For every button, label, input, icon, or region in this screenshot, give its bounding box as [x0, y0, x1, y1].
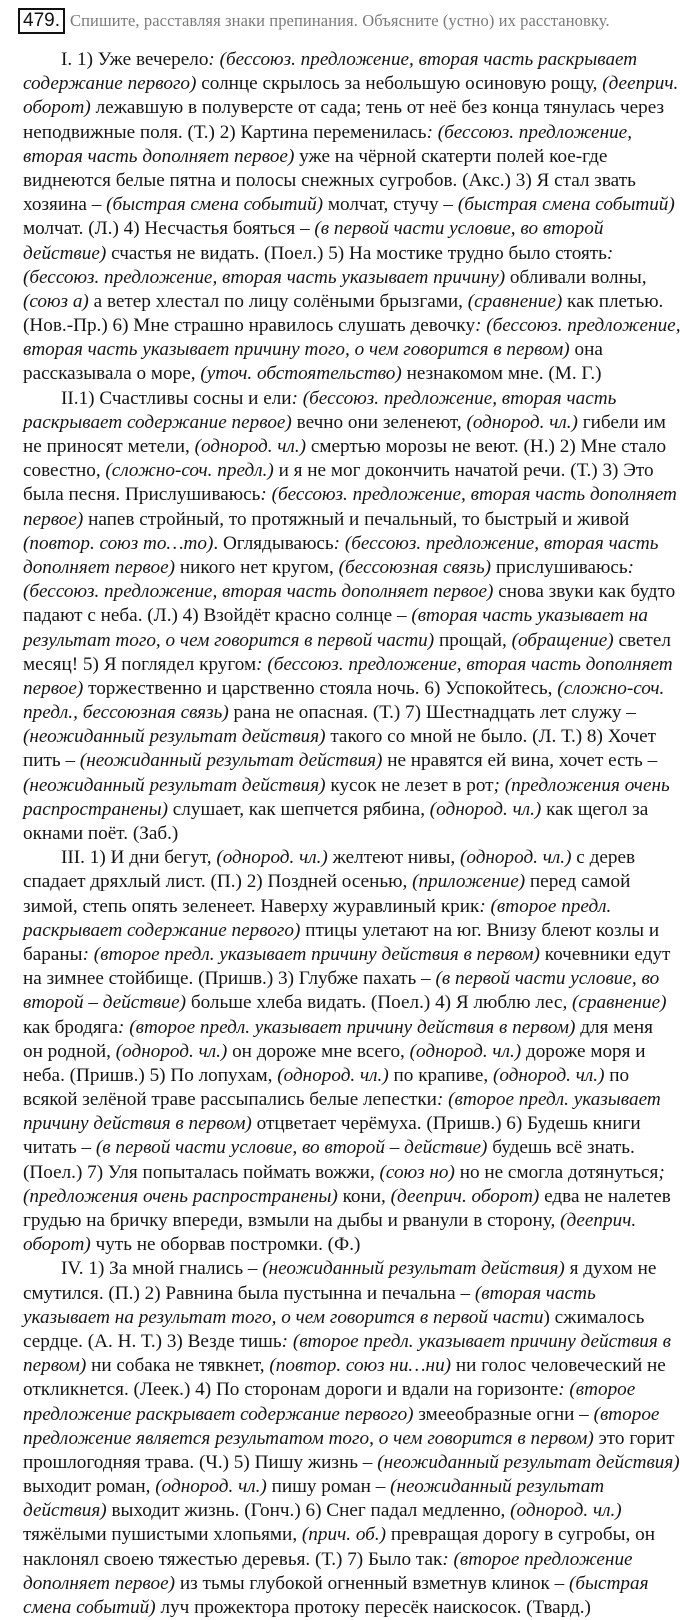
- text-line: [23, 580, 693, 604]
- sentence-text: рассказывала о море,: [23, 363, 201, 385]
- text-line: [23, 72, 693, 96]
- text-line: [23, 798, 693, 822]
- annotation-text: (быстрая: [569, 1572, 649, 1594]
- annotation-text: (в первой части условие, во второй: [314, 218, 604, 240]
- annotation-text: результат того, о чем говорится в первой части): [23, 629, 435, 651]
- sentence-text: это горит: [593, 1427, 675, 1449]
- annotation-text: ; (предложения очень: [493, 774, 670, 796]
- annotation-text: (однород. чл.): [466, 411, 578, 433]
- annotation-text: : (второе предл. указывает причину действия в первом): [118, 1016, 576, 1038]
- exercise-body: [23, 48, 693, 1620]
- text-line: [23, 943, 693, 967]
- annotation-text: действие): [23, 242, 107, 264]
- sentence-text: по: [604, 1064, 630, 1086]
- sentence-text: зимой, степь опять зеленеет. Наверху журавлиный крик: [23, 895, 480, 917]
- sentence-text: он дороже мне всего,: [227, 1040, 410, 1062]
- text-line: [23, 846, 693, 870]
- text-line: [23, 1257, 693, 1281]
- sentence-text: . Оглядываюсь: [213, 532, 334, 554]
- annotation-text: (однород. чл.): [409, 1040, 522, 1062]
- annotation-text: (неожиданный результат: [390, 1476, 605, 1498]
- text-line: [23, 242, 693, 266]
- text-line: [23, 1112, 693, 1136]
- text-line: [23, 895, 693, 919]
- sentence-text: уже на чёрной скатерти полей кое-где: [294, 145, 608, 167]
- sentence-text: солнце скрылось за небольшую осиновую рощу,: [196, 73, 603, 95]
- annotation-text: : (второе предл. указывает причину действия в первом): [82, 943, 540, 965]
- annotation-text: : (бессоюз. предложение, вторая часть: [291, 387, 617, 409]
- text-line: [23, 217, 693, 241]
- annotation-text: (однород. чл.): [459, 847, 572, 869]
- sentence-text: молчат. (Л.) 4) Несчастья бояться –: [23, 218, 315, 240]
- sentence-text: незнакомом мне. (М. Г.): [401, 363, 602, 385]
- sentence-text: бараны: [23, 943, 83, 965]
- sentence-text: прощай,: [434, 629, 512, 651]
- text-line: [23, 193, 693, 217]
- text-line: [23, 822, 693, 846]
- sentence-text: торжественно и царственно стояла ночь. 6) Успокойтесь,: [83, 677, 558, 699]
- text-line: [23, 508, 693, 532]
- sentence-text: обливали волны,: [505, 266, 647, 288]
- text-line: [23, 1475, 693, 1499]
- sentence-text: превращая дорогу в сугробы, он: [386, 1524, 655, 1546]
- annotation-text: (однород. чл.): [155, 1476, 267, 1498]
- text-line: [23, 1282, 693, 1306]
- exercise-header: [18, 9, 610, 33]
- sentence-text: никого нет кругом,: [175, 556, 339, 578]
- annotation-text: (повтор. союз то…то): [23, 532, 214, 554]
- sentence-text: не приносят метели,: [23, 436, 195, 457]
- annotation-text: первое): [23, 677, 84, 699]
- sentence-text: но не смогла дотянуться: [454, 1161, 659, 1183]
- sentence-text: не нравятся ей вина, хочет есть –: [382, 750, 658, 772]
- text-line: [23, 121, 693, 145]
- annotation-text: ;: [658, 1161, 665, 1183]
- annotation-text: (второе: [593, 1403, 660, 1425]
- sentence-text: как плетью.: [562, 290, 664, 312]
- annotation-text: (в первой части условие, во: [435, 968, 660, 990]
- sentence-text: кусок не лезет в рот: [325, 774, 494, 796]
- text-line: [23, 96, 693, 120]
- annotation-text: : (второе: [558, 1379, 636, 1401]
- sentence-text: вечно они зеленеют,: [291, 411, 467, 433]
- annotation-text: (однород. чл.): [194, 436, 307, 457]
- sentence-text: дороже моря и: [521, 1040, 646, 1062]
- text-line: [23, 749, 693, 773]
- sentence-text: рана не опасная. (Т.) 7) Шестнадцать лет служу –: [228, 702, 636, 724]
- annotation-text: смена событий): [23, 1597, 156, 1618]
- annotation-text: (однород. чл.): [216, 847, 328, 869]
- sentence-text: из тьмы глубокой огненный взметнув клинок –: [175, 1572, 570, 1594]
- text-line: [23, 145, 693, 169]
- sentence-text: сердце. (А. Н. Т.) 3) Везде тишь: [23, 1330, 282, 1352]
- text-line: [23, 48, 693, 72]
- annotation-text: (сложно-соч. предл.): [105, 460, 274, 482]
- annotation-text: (уточ. обстоятельство): [200, 363, 402, 385]
- annotation-text: второй – действие): [23, 992, 187, 1014]
- sentence-text: смертью морозы не веют. (Н.) 2) Мне стало: [306, 436, 667, 457]
- text-line: [23, 1064, 693, 1088]
- sentence-text: молчат, стучу –: [323, 194, 458, 216]
- sentence-text: гибели им: [577, 411, 666, 433]
- annotation-text: : (бессоюз. предложение,: [475, 315, 681, 337]
- sentence-text: будешь всё знать.: [487, 1137, 635, 1159]
- sentence-text: светел: [613, 629, 671, 651]
- text-line: [23, 629, 693, 653]
- sentence-text: едва не налетев: [539, 1185, 671, 1207]
- text-line: [23, 967, 693, 991]
- annotation-text: (быстрая смена событий): [457, 194, 675, 216]
- annotation-text: первое): [23, 508, 84, 530]
- text-line: [23, 1209, 693, 1233]
- annotation-text: распространены): [23, 798, 168, 820]
- annotation-text: действия): [23, 1500, 107, 1522]
- annotation-text: предложение раскрывает содержание первого): [23, 1403, 414, 1425]
- sentence-text: неба. (Пришв.) 5) По лопухам,: [23, 1064, 278, 1086]
- text-line: [23, 1185, 693, 1209]
- sentence-text: снова звуки как будто: [493, 581, 676, 603]
- annotation-text: (однород. чл.): [115, 1040, 228, 1062]
- sentence-text: выходит роман,: [23, 1476, 156, 1498]
- annotation-text: (сравнение): [467, 290, 563, 312]
- text-line: [23, 290, 693, 314]
- annotation-text: причину действия в первом): [23, 1113, 252, 1135]
- text-line: [23, 701, 693, 725]
- annotation-text: (вторая часть: [474, 1282, 596, 1304]
- text-line: [23, 411, 693, 435]
- sentence-text: ни собака не тявкнет,: [86, 1355, 270, 1377]
- annotation-text: : (бессоюз. предложение, вторая часть дополняет: [256, 653, 673, 675]
- sentence-text: я духом не: [564, 1258, 657, 1280]
- annotation-text: дополняет первое): [23, 556, 176, 578]
- text-line: [23, 169, 693, 193]
- annotation-text: :: [627, 556, 635, 578]
- text-line: [23, 677, 693, 701]
- sentence-text: совестно,: [23, 460, 106, 482]
- sentence-text: лежавшую в полуверсте от сада; тень от неё без конца тянулась через: [90, 97, 665, 119]
- text-line: [23, 1451, 693, 1475]
- text-line: [23, 1233, 693, 1257]
- sentence-text: ) сжималось: [543, 1306, 645, 1328]
- sentence-text: всякой зелёной траве рассыпались белые лепестки: [23, 1089, 437, 1111]
- annotation-text: :: [606, 242, 614, 264]
- exercise-number: 479.: [18, 8, 65, 34]
- text-line: [23, 1306, 693, 1330]
- sentence-text: и я не мог докончить начатой речи. (Т.) 3) Это: [273, 460, 654, 482]
- sentence-text: перед самой: [525, 871, 631, 893]
- annotation-text: (приложение): [412, 871, 526, 893]
- text-line: [23, 1427, 693, 1451]
- annotation-text: (бессоюзная связь): [338, 556, 492, 578]
- sentence-text: луч прожектора протоку пересёк наискосок. (Твард.): [155, 1597, 591, 1618]
- sentence-text: пишу роман –: [266, 1476, 391, 1498]
- sentence-text: виднеются белые пятна и полосы снежных сугробов. (Акс.) 3) Я стал звать: [23, 169, 636, 191]
- annotation-text: оборот): [23, 1234, 91, 1256]
- text-line: [23, 653, 693, 677]
- sentence-text: по крапиве,: [388, 1064, 493, 1086]
- annotation-text: (союз а): [23, 290, 89, 312]
- annotation-text: (однород. чл.): [510, 1500, 622, 1522]
- text-line: [23, 1548, 693, 1572]
- sentence-text: с дерев: [571, 847, 636, 869]
- sentence-text: слушает, как шепчется рябина,: [167, 798, 430, 820]
- text-line: [23, 1354, 693, 1378]
- annotation-text: (вторая часть указывает на: [411, 605, 648, 627]
- annotation-text: : (второе предложение: [442, 1548, 633, 1570]
- sentence-text: он родной,: [23, 1040, 116, 1062]
- sentence-text: как щегол за: [541, 798, 649, 820]
- sentence-text: (Нов.-Пр.) 6) Мне страшно нравилось слушать девочку: [23, 315, 476, 337]
- sentence-text: падают с неба. (Л.) 4) Взойдёт красно солнце –: [23, 605, 412, 627]
- text-line: [23, 725, 693, 749]
- annotation-text: (неожиданный результат действия): [23, 726, 326, 748]
- text-line: [23, 459, 693, 483]
- text-line: [23, 266, 693, 290]
- sentence-text: смутился. (П.) 2) Равнина была пустынна и печальна –: [23, 1282, 475, 1304]
- sentence-text: больше хлеба видать. (Поел.) 4) Я люблю лес,: [186, 992, 573, 1014]
- sentence-text: кочевники едут: [539, 943, 671, 965]
- text-line: [23, 604, 693, 628]
- annotation-text: (бессоюз. предложение, вторая часть указывает причину): [23, 266, 506, 288]
- text-line: [23, 362, 693, 386]
- text-line: [23, 919, 693, 943]
- sentence-text: хозяина –: [23, 194, 107, 216]
- sentence-text: змееобразные огни –: [413, 1403, 594, 1425]
- annotation-text: (быстрая смена событий): [106, 194, 324, 216]
- annotation-text: (обращение): [511, 629, 614, 651]
- sentence-text: желтеют нивы,: [327, 847, 460, 869]
- annotation-text: : (второе предл. указывает причину действия в: [281, 1330, 671, 1352]
- annotation-text: (однород. чл.): [429, 798, 542, 820]
- sentence-text: а ветер хлестал по лицу солёными брызгами,: [88, 290, 468, 312]
- text-line: [23, 556, 693, 580]
- annotation-text: (повтор. союз ни…ни): [269, 1355, 452, 1377]
- annotation-text: (предложения очень распространены): [23, 1185, 338, 1207]
- annotation-text: оборот): [23, 97, 91, 119]
- sentence-text: она: [569, 339, 603, 361]
- sentence-text: отцветает черёмуха. (Пришв.) 6) Будешь книги: [251, 1113, 641, 1135]
- text-line: [23, 338, 693, 362]
- text-line: [23, 1161, 693, 1185]
- annotation-text: указывает на результат того, о чем говорится в первой части: [23, 1306, 544, 1328]
- annotation-text: (прич. об.): [301, 1524, 387, 1546]
- annotation-text: (неожиданный результат действия): [377, 1451, 680, 1473]
- text-line: [23, 1403, 693, 1427]
- annotation-text: (неожиданный результат действия): [262, 1258, 565, 1280]
- exercise-instruction: Спишите, расставляя знаки препинания. Объясните (устно) их расстановку.: [69, 11, 610, 30]
- annotation-text: дополняет первое): [23, 1572, 176, 1594]
- sentence-text: (Поел.) 7) Уля попыталась поймать вожжи,: [23, 1161, 380, 1183]
- annotation-text: содержание первого): [23, 73, 197, 95]
- sentence-text: окнами поёт. (Заб.): [23, 823, 179, 844]
- text-line: [23, 1596, 693, 1620]
- annotation-text: (дееприч.: [560, 1210, 637, 1231]
- annotation-text: (дееприч. оборот): [390, 1185, 540, 1207]
- text-line: [23, 435, 693, 459]
- annotation-text: вторая часть указывает причину того, о чем говорится в первом): [23, 339, 570, 361]
- sentence-text: прислушиваюсь: [491, 556, 628, 578]
- text-line: [23, 1016, 693, 1040]
- annotation-text: : (бессоюз. предложение,: [426, 121, 632, 143]
- text-line: [23, 1378, 693, 1402]
- annotation-text: : (второе предл.: [479, 895, 612, 917]
- annotation-text: (однород. чл.): [277, 1064, 389, 1086]
- annotation-text: (дееприч.: [602, 73, 679, 95]
- sentence-text: ни голос человеческий не: [451, 1355, 666, 1377]
- sentence-text: спадает дряхлый лист. (П.) 2) Поздней осенью,: [23, 871, 413, 893]
- text-line: [23, 870, 693, 894]
- sentence-text: чуть не оборвав постромки. (Ф.): [90, 1234, 361, 1256]
- annotation-text: : (второе предл. указывает: [436, 1089, 661, 1111]
- sentence-text: кони,: [337, 1185, 391, 1207]
- annotation-text: (неожиданный результат действия): [23, 774, 326, 796]
- sentence-text: такого со мной не было. (Л. Т.) 8) Хочет: [325, 726, 657, 748]
- sentence-text: I. 1) Уже вечерело: [61, 49, 209, 70]
- text-line: [23, 1040, 693, 1064]
- text-line: [23, 387, 693, 411]
- sentence-text: читать –: [23, 1137, 96, 1159]
- text-line: [23, 1330, 693, 1354]
- annotation-text: (неожиданный результат действия): [79, 750, 383, 772]
- annotation-text: вторая часть дополняет первое): [23, 145, 295, 167]
- annotation-text: (союз но): [379, 1161, 455, 1183]
- sentence-text: была песня. Прислушиваюсь: [23, 484, 261, 506]
- sentence-text: как бродяга: [23, 1016, 119, 1038]
- sentence-text: пить –: [23, 750, 80, 772]
- sentence-text: напев стройный, то протяжный и печальный, то быстрый и живой: [83, 508, 630, 530]
- sentence-text: выходит жизнь. (Гонч.) 6) Снег падал медленно,: [106, 1500, 511, 1522]
- text-line: [23, 1088, 693, 1112]
- annotation-text: : (бессоюз. предложение, вторая часть дополняет: [260, 484, 677, 506]
- annotation-text: предложение является результатом того, о чем говорится в первом): [23, 1427, 594, 1449]
- sentence-text: на зимнее стойбище. (Пришв.) 3) Глубже пахать –: [23, 968, 436, 990]
- sentence-text: грудью на бричку впереди, взмыли на дыбы и рванули в сторону,: [23, 1210, 561, 1231]
- sentence-text: птицы улетают на юг. Внизу блеют козлы и: [300, 919, 660, 941]
- text-line: [23, 483, 693, 507]
- sentence-text: наклонял своею тяжестью деревья. (Т.) 7) Было так: [23, 1548, 443, 1570]
- annotation-text: первом): [23, 1355, 87, 1377]
- text-line: [23, 1136, 693, 1160]
- sentence-text: прошлогодняя трава. (Ч.) 5) Пишу жизнь –: [23, 1451, 378, 1473]
- text-line: [23, 991, 693, 1015]
- annotation-text: (однород. чл.): [492, 1064, 605, 1086]
- text-line: [23, 314, 693, 338]
- sentence-text: неподвижные поля. (Т.) 2) Картина переменилась: [23, 121, 427, 143]
- sentence-text: для меня: [575, 1016, 653, 1038]
- text-line: [23, 532, 693, 556]
- annotation-text: (в первой части условие, во второй – действие): [95, 1137, 488, 1159]
- sentence-text: IV. 1) За мной гнались –: [61, 1258, 263, 1280]
- annotation-text: : (бессоюз. предложение, вторая часть раскрывает: [208, 49, 638, 70]
- sentence-text: II.1) Счастливы сосны и ели: [61, 387, 292, 409]
- annotation-text: (бессоюз. предложение, вторая часть дополняет первое): [23, 581, 494, 603]
- text-line: [23, 774, 693, 798]
- sentence-text: откликнется. (Леек.) 4) По сторонам дороги и вдали на горизонте: [23, 1379, 559, 1401]
- annotation-text: (сложно-соч.: [557, 677, 665, 699]
- text-line: [23, 1523, 693, 1547]
- annotation-text: : (бессоюз. предложение, вторая часть: [333, 532, 659, 554]
- sentence-text: тяжёлыми пушистыми хлопьями,: [23, 1524, 302, 1546]
- sentence-text: III. 1) И дни бегут,: [61, 847, 217, 869]
- sentence-text: счастья не видать. (Поел.) 5) На мостике трудно было стоять: [106, 242, 607, 264]
- annotation-text: раскрывает содержание первое): [23, 411, 292, 433]
- sentence-text: месяц! 5) Я поглядел кругом: [23, 653, 257, 675]
- text-line: [23, 1499, 693, 1523]
- annotation-text: предл., бессоюзная связь): [23, 702, 229, 724]
- annotation-text: раскрывает содержание первого): [23, 919, 301, 941]
- text-line: [23, 1572, 693, 1596]
- annotation-text: (сравнение): [572, 992, 667, 1014]
